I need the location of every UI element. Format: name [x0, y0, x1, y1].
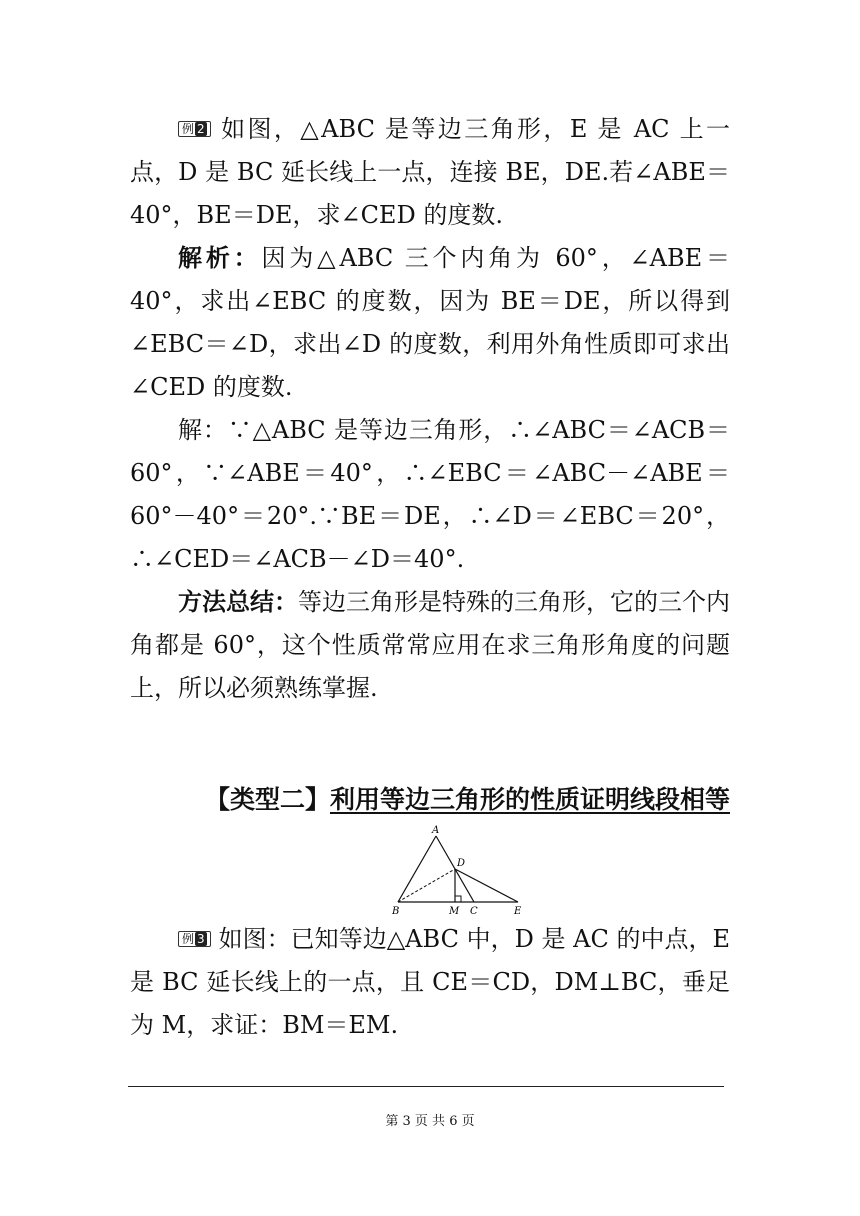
section-heading [130, 780, 730, 816]
label-c: C [470, 906, 478, 917]
label-a: A [432, 825, 440, 836]
example-badge-number: 2 [197, 122, 205, 136]
analysis-text: 因为△ABC 三个内角为 60°，∠ABE＝40°，求出∠EBC 的度数，因为 BE＝DE，所以得到∠EBC＝∠D，求出∠D 的度数，利用外角性质即可求出∠CED 的度数. [130, 244, 730, 401]
label-d: D [457, 858, 466, 869]
solution-text: ∵△ABC 是等边三角形，∴∠ABC＝∠ACB＝60°，∵∠ABE＝40°，∴∠EBC＝∠ABC－∠ABE＝60°－40°＝20°.∵BE＝DE，∴∠D＝∠EBC＝20°，∴∠CED＝∠ACB－∠D＝40°. [130, 416, 730, 573]
example-3-question [130, 918, 730, 1047]
summary-paragraph [130, 581, 730, 710]
right-angle-mark [455, 896, 461, 902]
solution-paragraph [130, 409, 730, 581]
analysis-label: 解析： [178, 244, 262, 272]
summary-label: 方法总结： [178, 588, 298, 616]
example-badge [178, 931, 211, 947]
page-number: 第 3 页 共 6 页 [385, 1114, 475, 1129]
example-2-question [130, 108, 730, 237]
question-text: 如图：已知等边△ABC 中，D 是 AC 的中点，E 是 BC 延长线上的一点，且 CE＝CD，DM⊥BC，垂足为 M，求证：BM＝EM. [130, 925, 730, 1039]
example-3-block [130, 918, 730, 1047]
example-badge [178, 121, 211, 137]
example-2-block [130, 108, 730, 710]
example-badge-number: 3 [197, 932, 205, 946]
segment-bd-dashed [398, 869, 455, 902]
label-m: M [449, 906, 460, 917]
label-b: B [392, 906, 400, 917]
example-badge-label: 例 [182, 932, 195, 946]
triangle-figure [388, 822, 528, 918]
analysis-paragraph [130, 237, 730, 409]
example-badge-label: 例 [182, 122, 195, 136]
summary-text: 等边三角形是特殊的三角形，它的三个内角都是 60°，这个性质常常应用在求三角形角度的问题上，所以必须熟练掌握. [130, 588, 730, 702]
section-title: 利用等边三角形的性质证明线段相等 [329, 785, 730, 814]
label-e: E [514, 906, 522, 917]
segment-ab [398, 836, 436, 902]
section-prefix: 【类型二】 [204, 785, 330, 814]
question-text: 如图，△ABC 是等边三角形，E 是 AC 上一点，D 是 BC 延长线上一点，连接 BE，DE.若∠ABE＝40°，BE＝DE，求∠CED 的度数. [130, 115, 730, 229]
footer-divider [128, 1086, 724, 1087]
solution-label: 解： [178, 416, 228, 444]
